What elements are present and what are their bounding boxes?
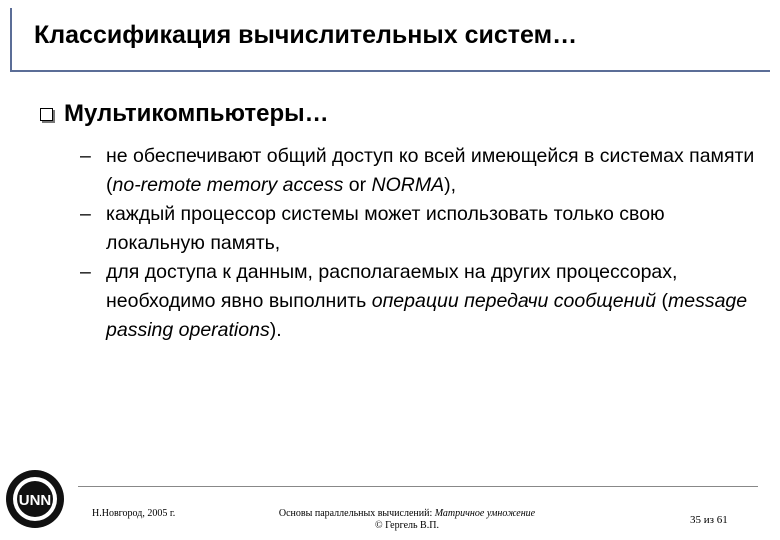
logo-text: UNN [18, 492, 52, 509]
dash-bullet-icon: – [80, 145, 91, 167]
list-item-text: не обеспечивают общий доступ ко всей имеющейся в системах памяти ( [106, 145, 755, 196]
slide-title: Классификация вычислительных систем… [34, 21, 578, 49]
dash-bullet-icon: – [80, 203, 91, 225]
footer-location: Н.Новгород, 2005 г. [92, 508, 176, 519]
list-item-text: ( [656, 290, 668, 312]
italic-term: no-remote memory access [112, 174, 344, 196]
italic-term: NORMA [371, 174, 445, 196]
italic-term: операции передачи сообщений [371, 290, 657, 312]
dash-bullet-icon: – [80, 261, 91, 283]
list-item [80, 142, 760, 200]
list-item-text: ). [269, 319, 282, 341]
list-item [80, 200, 760, 258]
italic-term: message passing operations [106, 290, 748, 341]
footer-author: © Гергель В.П. [375, 520, 439, 531]
footer-course-prefix: Основы параллельных вычислений: [278, 508, 435, 519]
list-item-text: каждый процессор системы может использовать только свою локальную память, [106, 203, 665, 254]
list-item-text: ), [444, 174, 457, 196]
footer-divider [78, 486, 758, 487]
bullet-list [80, 142, 760, 345]
main-bullet [40, 100, 329, 128]
list-item [80, 258, 760, 345]
unn-logo [4, 468, 66, 530]
page-number: 35 из 61 [690, 514, 728, 526]
checkbox-bullet-icon [40, 108, 53, 121]
footer-course [252, 508, 562, 532]
list-item-text: or [343, 174, 372, 196]
footer-course-topic: Матричное умножение [434, 508, 536, 519]
main-bullet-text: Мультикомпьютеры… [64, 100, 329, 127]
list-item-text: для доступа к данным, располагаемых на других процессорах, необходимо явно выполнить [106, 261, 678, 312]
